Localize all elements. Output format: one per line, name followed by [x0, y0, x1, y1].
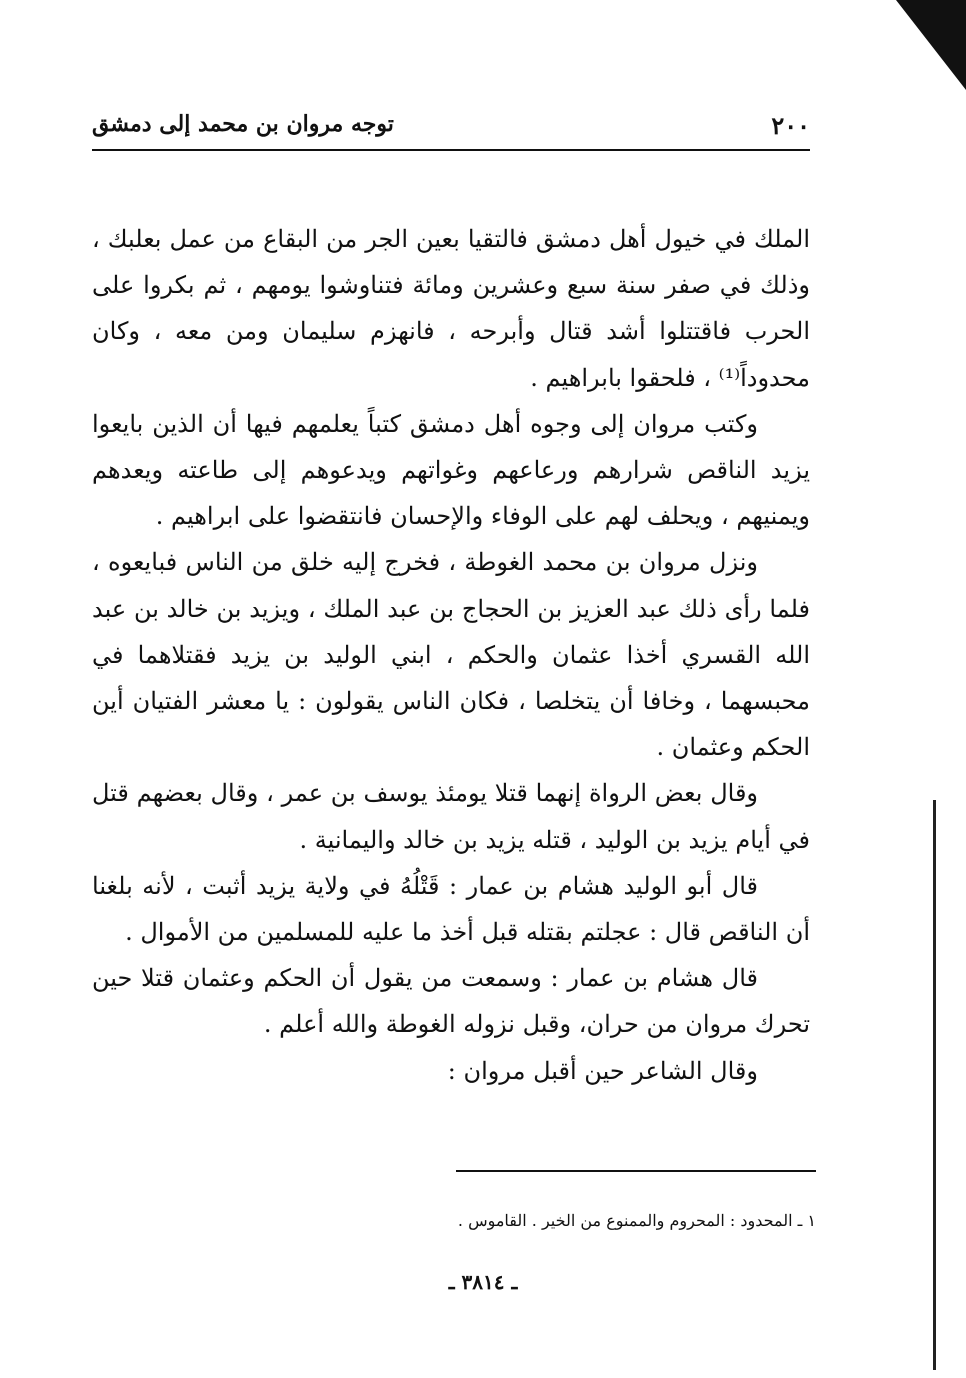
page-header	[92, 105, 810, 149]
paragraph: وكتب مروان إلى وجوه أهل دمشق كتباً يعلمهم فيها أن الذين بايعوا يزيد الناقص شرارهم ورعاعهم وغواتهم ويدعوهم إلى طاعته ويعدهم ويمنيهم ، ويحلف لهم على الوفاء والإحسان فانتقضوا على ابراهيم .	[92, 409, 810, 531]
paragraph: الملك في خيول أهل دمشق فالتقيا بعين الجر من البقاع من عمل بعلبك ، وذلك في صفر سنة سبع وعشرين ومائة فتناوشوا يومهم ، ثم بكروا على الحرب فاقتتلوا أشد قتال وأبرحه ، فانهزم سليمان ومن معه ، وكان محدوداً⁽¹⁾ ، فلحقوا بابراهيم .	[92, 225, 810, 392]
paragraph: وقال الشاعر حين أقبل مروان :	[447, 1056, 758, 1085]
paragraph: قال أبو الوليد هشام بن عمار : قَتْلُهُ في ولاية يزيد أثبت ، لأنه بلغنا أن الناقص قال : عجلتم بقتله قبل أخذ ما عليه للمسلمين من الأموال .	[92, 871, 810, 947]
page-corner-fold	[896, 0, 966, 90]
paragraph: ونزل مروان بن محمد الغوطة ، فخرج إليه خلق من الناس فبايعوه ، فلما رأى ذلك عبد العزيز بن الحجاج بن عبد الملك ، ويزيد بن خالد بن عبد الله القسري أخذا عثمان والحكم ، ابني الوليد بن يزيد فقتلاهما في محبسهما ، وخافا أن يتخلصا ، فكان الناس يقولون : يا معشر الفتيان أين الحكم وعثمان .	[92, 548, 811, 762]
running-title: توجه مروان بن محمد إلى دمشق	[92, 111, 394, 137]
footnote: ١ ـ المحدود : المحروم والممنوع من الخير . القاموس .	[457, 1211, 816, 1230]
footer-page-number: ـ ٣٨١٤ ـ	[448, 1270, 518, 1294]
paragraph: قال هشام بن عمار : وسمعت من يقول أن الحكم وعثمان قتلا حين تحرك مروان من حران، وقبل نزوله الغوطة والله أعلم .	[92, 964, 810, 1039]
page-number: ٢٠٠	[771, 111, 810, 140]
body-text	[92, 216, 810, 1094]
paragraph: وقال بعض الرواة إنهما قتلا يومئذ يوسف بن عمر ، وقال بعضهم قتل في أيام يزيد بن الوليد ، قتله يزيد بن خالد واليمانية .	[92, 779, 810, 854]
footnote-rule	[456, 1170, 816, 1172]
header-rule	[92, 149, 810, 151]
